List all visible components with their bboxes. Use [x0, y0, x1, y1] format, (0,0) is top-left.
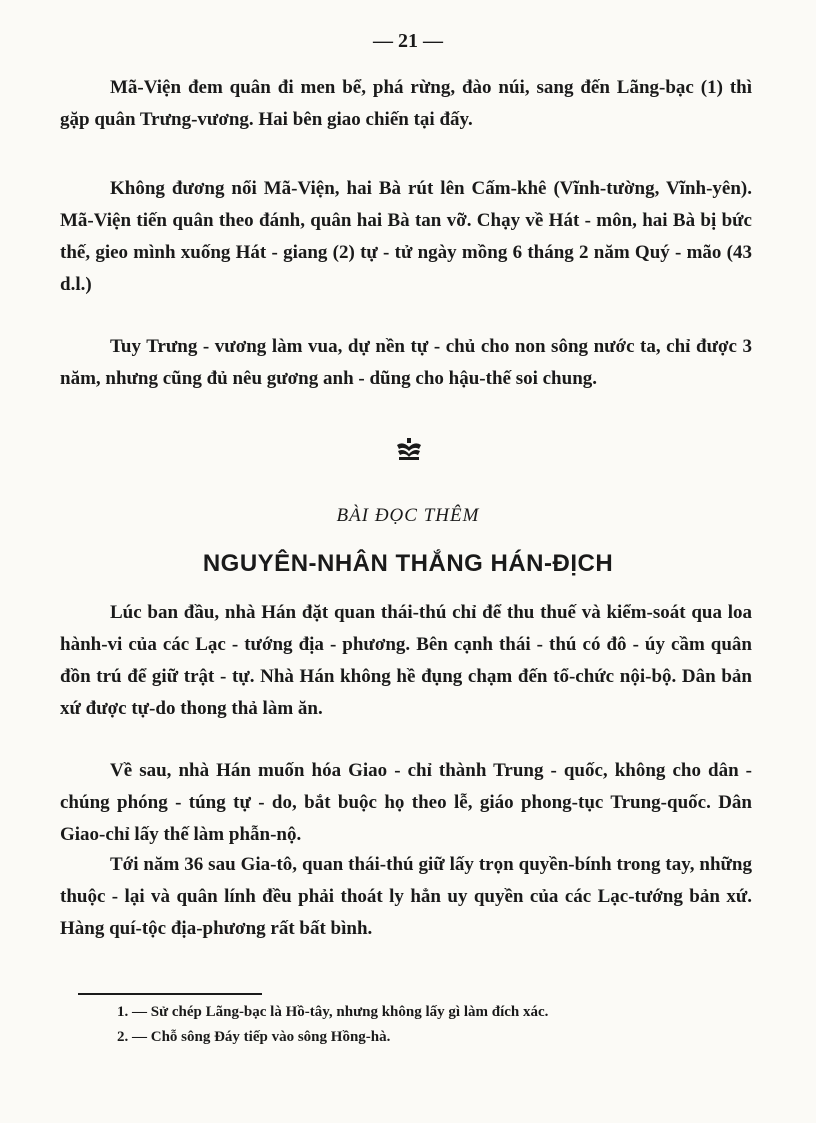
footnote-divider	[78, 993, 262, 995]
footnote-2: 2. — Chỗ sông Đáy tiếp vào sông Hồng-hà.	[117, 1029, 391, 1045]
footnote-1: 1. — Sử chép Lãng-bạc là Hồ-tây, nhưng không lấy gì làm đích xác.	[117, 1004, 549, 1020]
paragraph-ma-vien-march: Mã-Viện đem quân đi men bể, phá rừng, đào núi, sang đến Lãng-bạc (1) thì gặp quân Trưng-vương. Hai bên giao chiến tại đấy.	[60, 77, 752, 130]
section-title: NGUYÊN-NHÂN THẮNG HÁN-ĐỊCH	[202, 550, 614, 577]
footnotes	[117, 1000, 767, 1050]
page-number: — 21 —	[373, 30, 443, 52]
paragraph-han-sinicization: Về sau, nhà Hán muốn hóa Giao - chỉ thành Trung - quốc, không cho dân - chúng phóng - túng tự - do, bắt buộc họ theo lễ, giáo phong-tục Trung-quốc. Dân Giao-chỉ lấy thế làm phẫn-nộ.	[60, 760, 752, 845]
lotus-ornament-icon	[395, 437, 423, 461]
paragraph-year-36: Tới năm 36 sau Gia-tô, quan thái-thú giữ lấy trọn quyền-bính trong tay, những thuộc - lại và quân lính đều phải thoát ly hẳn uy quyền của các Lạc-tướng bản xứ. Hàng quí-tộc địa-phương rất bất bình.	[60, 854, 752, 939]
section-label: BÀI ĐỌC THÊM	[336, 505, 480, 526]
paragraph-hai-ba-retreat: Không đương nổi Mã-Viện, hai Bà rút lên Cấm-khê (Vĩnh-tường, Vĩnh-yên). Mã-Viện tiến quân theo đánh, quân hai Bà tan vỡ. Chạy về Hát - môn, hai Bà bị bức thế, gieo mình xuống Hát - giang (2) tự - tử ngày mồng 6 tháng 2 năm Quý - mão (43 d.l.)	[60, 178, 752, 295]
paragraph-trung-vuong-legacy: Tuy Trưng - vương làm vua, dự nền tự - chủ cho non sông nước ta, chỉ được 3 năm, nhưng cũng đủ nêu gương anh - dũng cho hậu-thế soi chung.	[60, 336, 752, 389]
paragraph-han-early-rule: Lúc ban đầu, nhà Hán đặt quan thái-thú chỉ để thu thuế và kiểm-soát qua loa hành-vi của các Lạc - tướng địa - phương. Bên cạnh thái - thú có đô - úy cầm quân đồn trú để giữ trật - tự. Nhà Hán không hề đụng chạm đến tổ-chức nội-bộ. Dân bản xứ được tự-do thong thả làm ăn.	[60, 602, 752, 719]
